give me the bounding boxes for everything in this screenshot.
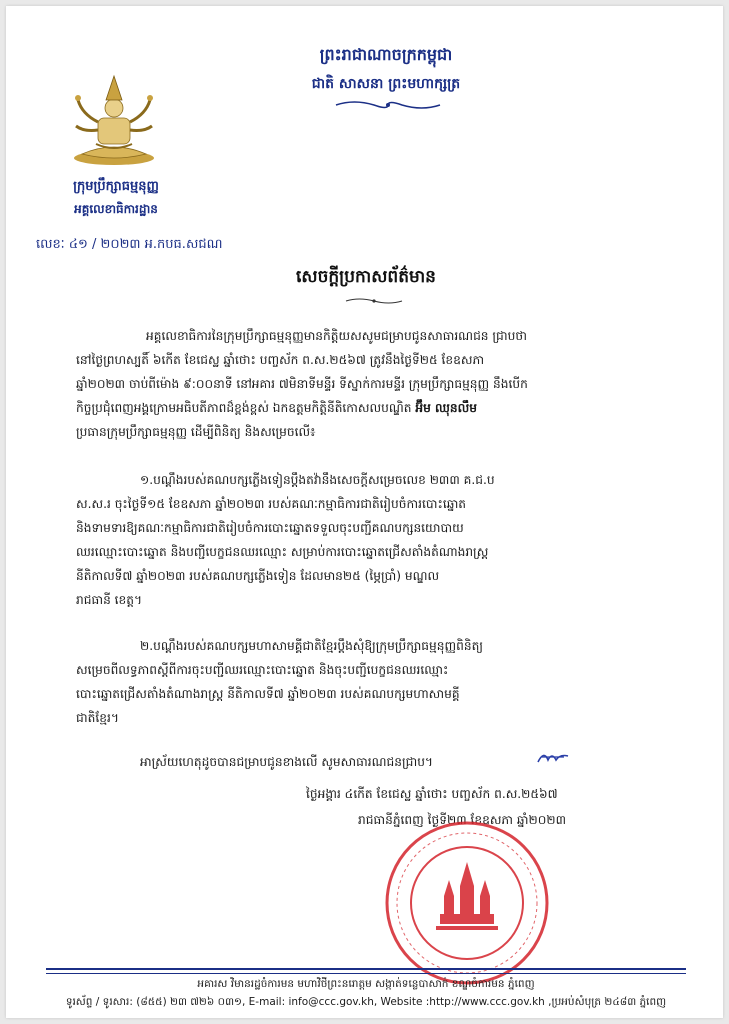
text-line: ២.បណ្ដឹងរបស់គណបក្សមហាសាមគ្គីជាតិខ្មែរប្ដឹងសុំឱ្យក្រុមប្រឹក្សាធម្មនុញ្ញពិនិត្យ bbox=[140, 639, 483, 653]
page-title: សេចក្តីប្រកាសព័ត៌មាន bbox=[296, 267, 436, 287]
text-line: អគ្គលេខាធិការនៃក្រុមប្រឹក្សាធម្មនុញ្ញមានកិត្តិយសសូមជម្រាបជូនសាធារណជន ជ្រាបថា bbox=[146, 329, 527, 343]
initials-signature-icon bbox=[536, 748, 570, 768]
constitutional-council-emblem bbox=[68, 70, 160, 170]
org-name: ក្រុមប្រឹក្សាធម្មនុញ្ញ bbox=[73, 179, 159, 194]
footer-address: អគារស វិមានរដ្ឋចំការមន មហាវិថីព្រះនរោត្តម សង្កាត់ទន្លេបាសាក់ ខណ្ឌចំការមន ភ្នំពេញ bbox=[197, 978, 535, 990]
paragraph-item-2 bbox=[76, 634, 674, 730]
footer-contact: ទូរស័ព្ទ / ទូរសារ: (៨៥៥) ២៣ ៧២៦ ០៣១, E-mail: info@ccc.gov.kh, Website :http://www.ccc.gov.kh ,ប្រអប់សំបុត្រ ២៤៨៣ ភ្នំពេញ bbox=[65, 996, 667, 1008]
paragraph-closing bbox=[76, 750, 674, 774]
text-line: សម្រេចពីលទ្ធភាពស្ដីពីការចុះបញ្ជីឈរឈ្មោះបោះឆ្នោត និងចុះបញ្ជីបេក្ខជនឈរឈ្មោះ bbox=[76, 663, 449, 677]
text-line: ឈរឈ្មោះបោះឆ្នោត និងបញ្ជីបេក្ខជនឈរឈ្មោះ សម្រាប់ការបោះឆ្នោតជ្រើសតាំងតំណាងរាស្ត្រ bbox=[76, 545, 489, 559]
text-line: ស.ស.រ ចុះថ្ងៃទី១៥ ខែឧសភា ឆ្នាំ២០២៣ របស់គណៈកម្មាធិការជាតិរៀបចំការបោះឆ្នោត bbox=[76, 497, 467, 511]
text-line: ឆ្នាំ២០២៣ ចាប់ពីម៉ោង ៩:០០នាទី នៅអគារ ៧មិនាទីមន្ទីរ ទីស្នាក់ការមន្ទីរ ក្រុមប្រឹក្សាធម្មនុញ្ញ នឹងបើក bbox=[76, 377, 528, 391]
president-name: អ៊ឹម ឈុនលឹម bbox=[415, 401, 478, 415]
text-line: រាជធានី ខេត្ត។ bbox=[76, 593, 143, 607]
text-line bbox=[76, 396, 674, 420]
text-line: បោះឆ្នោតជ្រើសតាំងតំណាងរាស្ត្រ នីតិកាលទី៧ ឆ្នាំ២០២៣ របស់គណបក្សមហាសាមគ្គី bbox=[76, 687, 460, 701]
kingdom-heading: ព្រះរាជាណាចក្រកម្ពុជា bbox=[319, 45, 453, 64]
text-line: ជាតិខ្មែរ។ bbox=[76, 711, 119, 725]
paragraph-intro bbox=[76, 324, 674, 444]
text-line: នៅថ្ងៃព្រហស្បតិ៍ ៦កើត ខែជេស្ឋ ឆ្នាំថោះ បញ្ចស័ក ព.ស.២៥៦៧ ត្រូវនឹងថ្ងៃទី២៥ ខែឧសភា bbox=[76, 353, 485, 367]
gregorian-date: រាជធានីភ្នំពេញ ថ្ងៃទី២៣ ខែឧសភា ឆ្នាំ២០២៣ bbox=[358, 813, 567, 827]
text-line: អាស្រ័យហេតុដូចបានជម្រាបជូនខាងលើ សូមសាធារណជនជ្រាប។ bbox=[140, 755, 433, 769]
paragraph-item-1 bbox=[76, 468, 674, 612]
text-segment: កិច្ចប្រជុំពេញអង្គក្រោមអធិបតីភាពដ៏ខ្ពង់ខ្ពស់ ឯកឧត្តមកិត្តិនីតិកោសលបណ្ឌិត bbox=[76, 401, 412, 415]
text-line: និងទាមទារឱ្យគណៈកម្មាធិការជាតិរៀបចំការបោះឆ្នោតទទួលចុះបញ្ជីគណបក្សនយោបាយ bbox=[76, 521, 464, 535]
text-line: ប្រធានក្រុមប្រឹក្សាធម្មនុញ្ញ ដើម្បីពិនិត្យ និងសម្រេចលើ៖ bbox=[76, 425, 316, 439]
ornament-divider-icon bbox=[334, 98, 442, 112]
lunar-date: ថ្ងៃអង្គារ ៤កើត ខែជេស្ឋ ឆ្នាំថោះ បញ្ចស័ក ព.ស.២៥៦៧ bbox=[306, 787, 558, 801]
official-seal-icon bbox=[382, 818, 552, 988]
org-subtitle: អគ្គលេខាធិការដ្ឋាន bbox=[74, 202, 158, 216]
title-ornament-icon bbox=[344, 296, 404, 306]
national-motto: ជាតិ សាសនា ព្រះមហាក្សត្រ bbox=[311, 76, 461, 92]
document-page bbox=[6, 6, 723, 1018]
footer-divider bbox=[46, 968, 686, 974]
text-line: ១.បណ្ដឹងរបស់គណបក្សភ្លើងទៀនប្ដឹងតវ៉ានឹងសេចក្តីសម្រេចលេខ ២៣៣ គ.ជ.ប bbox=[140, 473, 495, 487]
text-line: នីតិកាលទី៧ ឆ្នាំ២០២៣ របស់គណបក្សភ្លើងទៀន ដែលមាន២៥ (ម្ភៃប្រាំ) មណ្ឌល bbox=[76, 569, 440, 583]
reference-number: លេខៈ ៤១ / ២០២៣ អ.កបធ.សជណ bbox=[36, 237, 223, 252]
